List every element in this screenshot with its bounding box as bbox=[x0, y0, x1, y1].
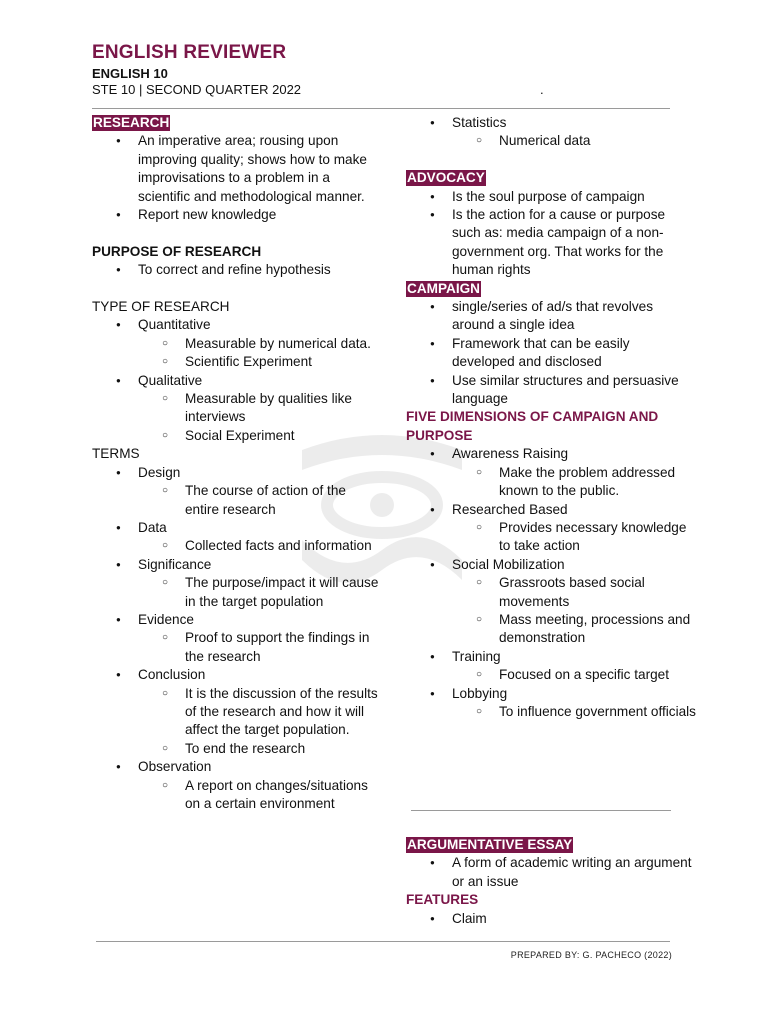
list-item: ● Design bbox=[92, 464, 382, 482]
list-item: ● Is the action for a cause or purpose such as: media campaign of a non-government org. That works for the human rights bbox=[406, 206, 696, 280]
list-item: ● Claim bbox=[406, 910, 696, 928]
sub-list-item: ○ Numerical data bbox=[406, 132, 696, 150]
five-dimensions-heading: FIVE DIMENSIONS OF CAMPAIGN AND PURPOSE bbox=[406, 409, 659, 443]
list-item: ● To correct and refine hypothesis bbox=[92, 261, 382, 279]
header-rule bbox=[92, 108, 670, 109]
list-item: ● Report new knowledge bbox=[92, 206, 382, 224]
terms-list bbox=[92, 464, 382, 814]
list-item: ● Use similar structures and persuasive language bbox=[406, 372, 696, 409]
features-heading: FEATURES bbox=[406, 892, 479, 908]
list-item: ● Researched Based bbox=[406, 501, 696, 519]
research-tag: RESEARCH bbox=[93, 115, 170, 130]
sub-list-item: ○ Measurable by qualities like interviews bbox=[92, 390, 382, 427]
page-title: ENGLISH REVIEWER bbox=[92, 42, 287, 63]
list-item: ● Training bbox=[406, 648, 696, 666]
purpose-heading: PURPOSE OF RESEARCH bbox=[92, 243, 262, 259]
list-item: ● Evidence bbox=[92, 611, 382, 629]
sub-list-item: ○ Focused on a specific target bbox=[406, 666, 696, 684]
campaign-list bbox=[406, 298, 696, 408]
type-list bbox=[92, 316, 382, 445]
sub-list-item: ○ Collected facts and information bbox=[92, 537, 382, 555]
sub-list-item: ○ The course of action of the entire research bbox=[92, 482, 382, 519]
left-column bbox=[92, 114, 382, 813]
list-item: ● Statistics bbox=[406, 114, 696, 132]
sub-list-item: ○ To influence government officials bbox=[406, 703, 696, 721]
page-subline: STE 10 | SECOND QUARTER 2022 bbox=[92, 82, 302, 97]
list-item: ● Qualitative bbox=[92, 372, 382, 390]
advocacy-tag: ADVOCACY bbox=[407, 170, 485, 186]
sub-list-item: ○ Proof to support the findings in the research bbox=[92, 629, 382, 666]
list-item: ● Awareness Raising bbox=[406, 445, 696, 463]
essay-section bbox=[406, 836, 696, 928]
list-item: ● Social Mobilization bbox=[406, 556, 696, 574]
sub-list-item: ○ It is the discussion of the results of the research and how it will affect the target population. bbox=[92, 685, 382, 740]
sub-list-item: ○ Social Experiment bbox=[92, 427, 382, 445]
section-rule bbox=[411, 810, 671, 811]
purpose-list bbox=[92, 261, 382, 279]
campaign-tag: CAMPAIGN bbox=[407, 280, 480, 296]
type-heading: TYPE OF RESEARCH bbox=[92, 299, 230, 315]
list-item: ● Significance bbox=[92, 556, 382, 574]
sub-list-item: ○ Measurable by numerical data. bbox=[92, 335, 382, 353]
page-subtitle: ENGLISH 10 bbox=[92, 66, 168, 81]
right-column bbox=[406, 114, 696, 721]
argumentative-essay-tag: ARGUMENTATIVE ESSAY bbox=[407, 837, 573, 852]
sub-list-item: ○ A report on changes/situations on a certain environment bbox=[92, 777, 382, 814]
dimensions-list bbox=[406, 445, 696, 721]
sub-list-item: ○ Grassroots based social movements bbox=[406, 574, 696, 611]
sub-list-item: ○ Make the problem addressed known to the public. bbox=[406, 464, 696, 501]
sub-list-item: ○ Provides necessary knowledge to take action bbox=[406, 519, 696, 556]
sub-list-item: ○ Scientific Experiment bbox=[92, 353, 382, 371]
list-item: ● An imperative area; rousing upon improving quality; shows how to make improvisations to a problem in a scientific and methodological manner. bbox=[92, 132, 382, 206]
list-item: ● Is the soul purpose of campaign bbox=[406, 188, 696, 206]
list-item: ● Lobbying bbox=[406, 685, 696, 703]
list-item: ● Framework that can be easily developed and disclosed bbox=[406, 335, 696, 372]
list-item: ● Observation bbox=[92, 758, 382, 776]
list-item: ● Data bbox=[92, 519, 382, 537]
essay-list bbox=[406, 854, 696, 891]
terms-heading: TERMS bbox=[92, 446, 140, 462]
footer-credit: PREPARED BY: G. PACHECO (2022) bbox=[510, 950, 672, 960]
advocacy-list bbox=[406, 188, 696, 280]
list-item: ● A form of academic writing an argument or an issue bbox=[406, 854, 696, 891]
sub-list-item: ○ The purpose/impact it will cause in the target population bbox=[92, 574, 382, 611]
list-item: ● single/series of ad/s that revolves around a single idea bbox=[406, 298, 696, 335]
list-item: ● Conclusion bbox=[92, 666, 382, 684]
header-dot: . bbox=[540, 82, 544, 97]
sub-list-item: ○ Mass meeting, processions and demonstration bbox=[406, 611, 696, 648]
statistics-list bbox=[406, 114, 696, 151]
footer-rule bbox=[96, 941, 670, 942]
sub-list-item: ○ To end the research bbox=[92, 740, 382, 758]
features-list bbox=[406, 910, 696, 928]
list-item: ● Quantitative bbox=[92, 316, 382, 334]
research-list bbox=[92, 132, 382, 224]
